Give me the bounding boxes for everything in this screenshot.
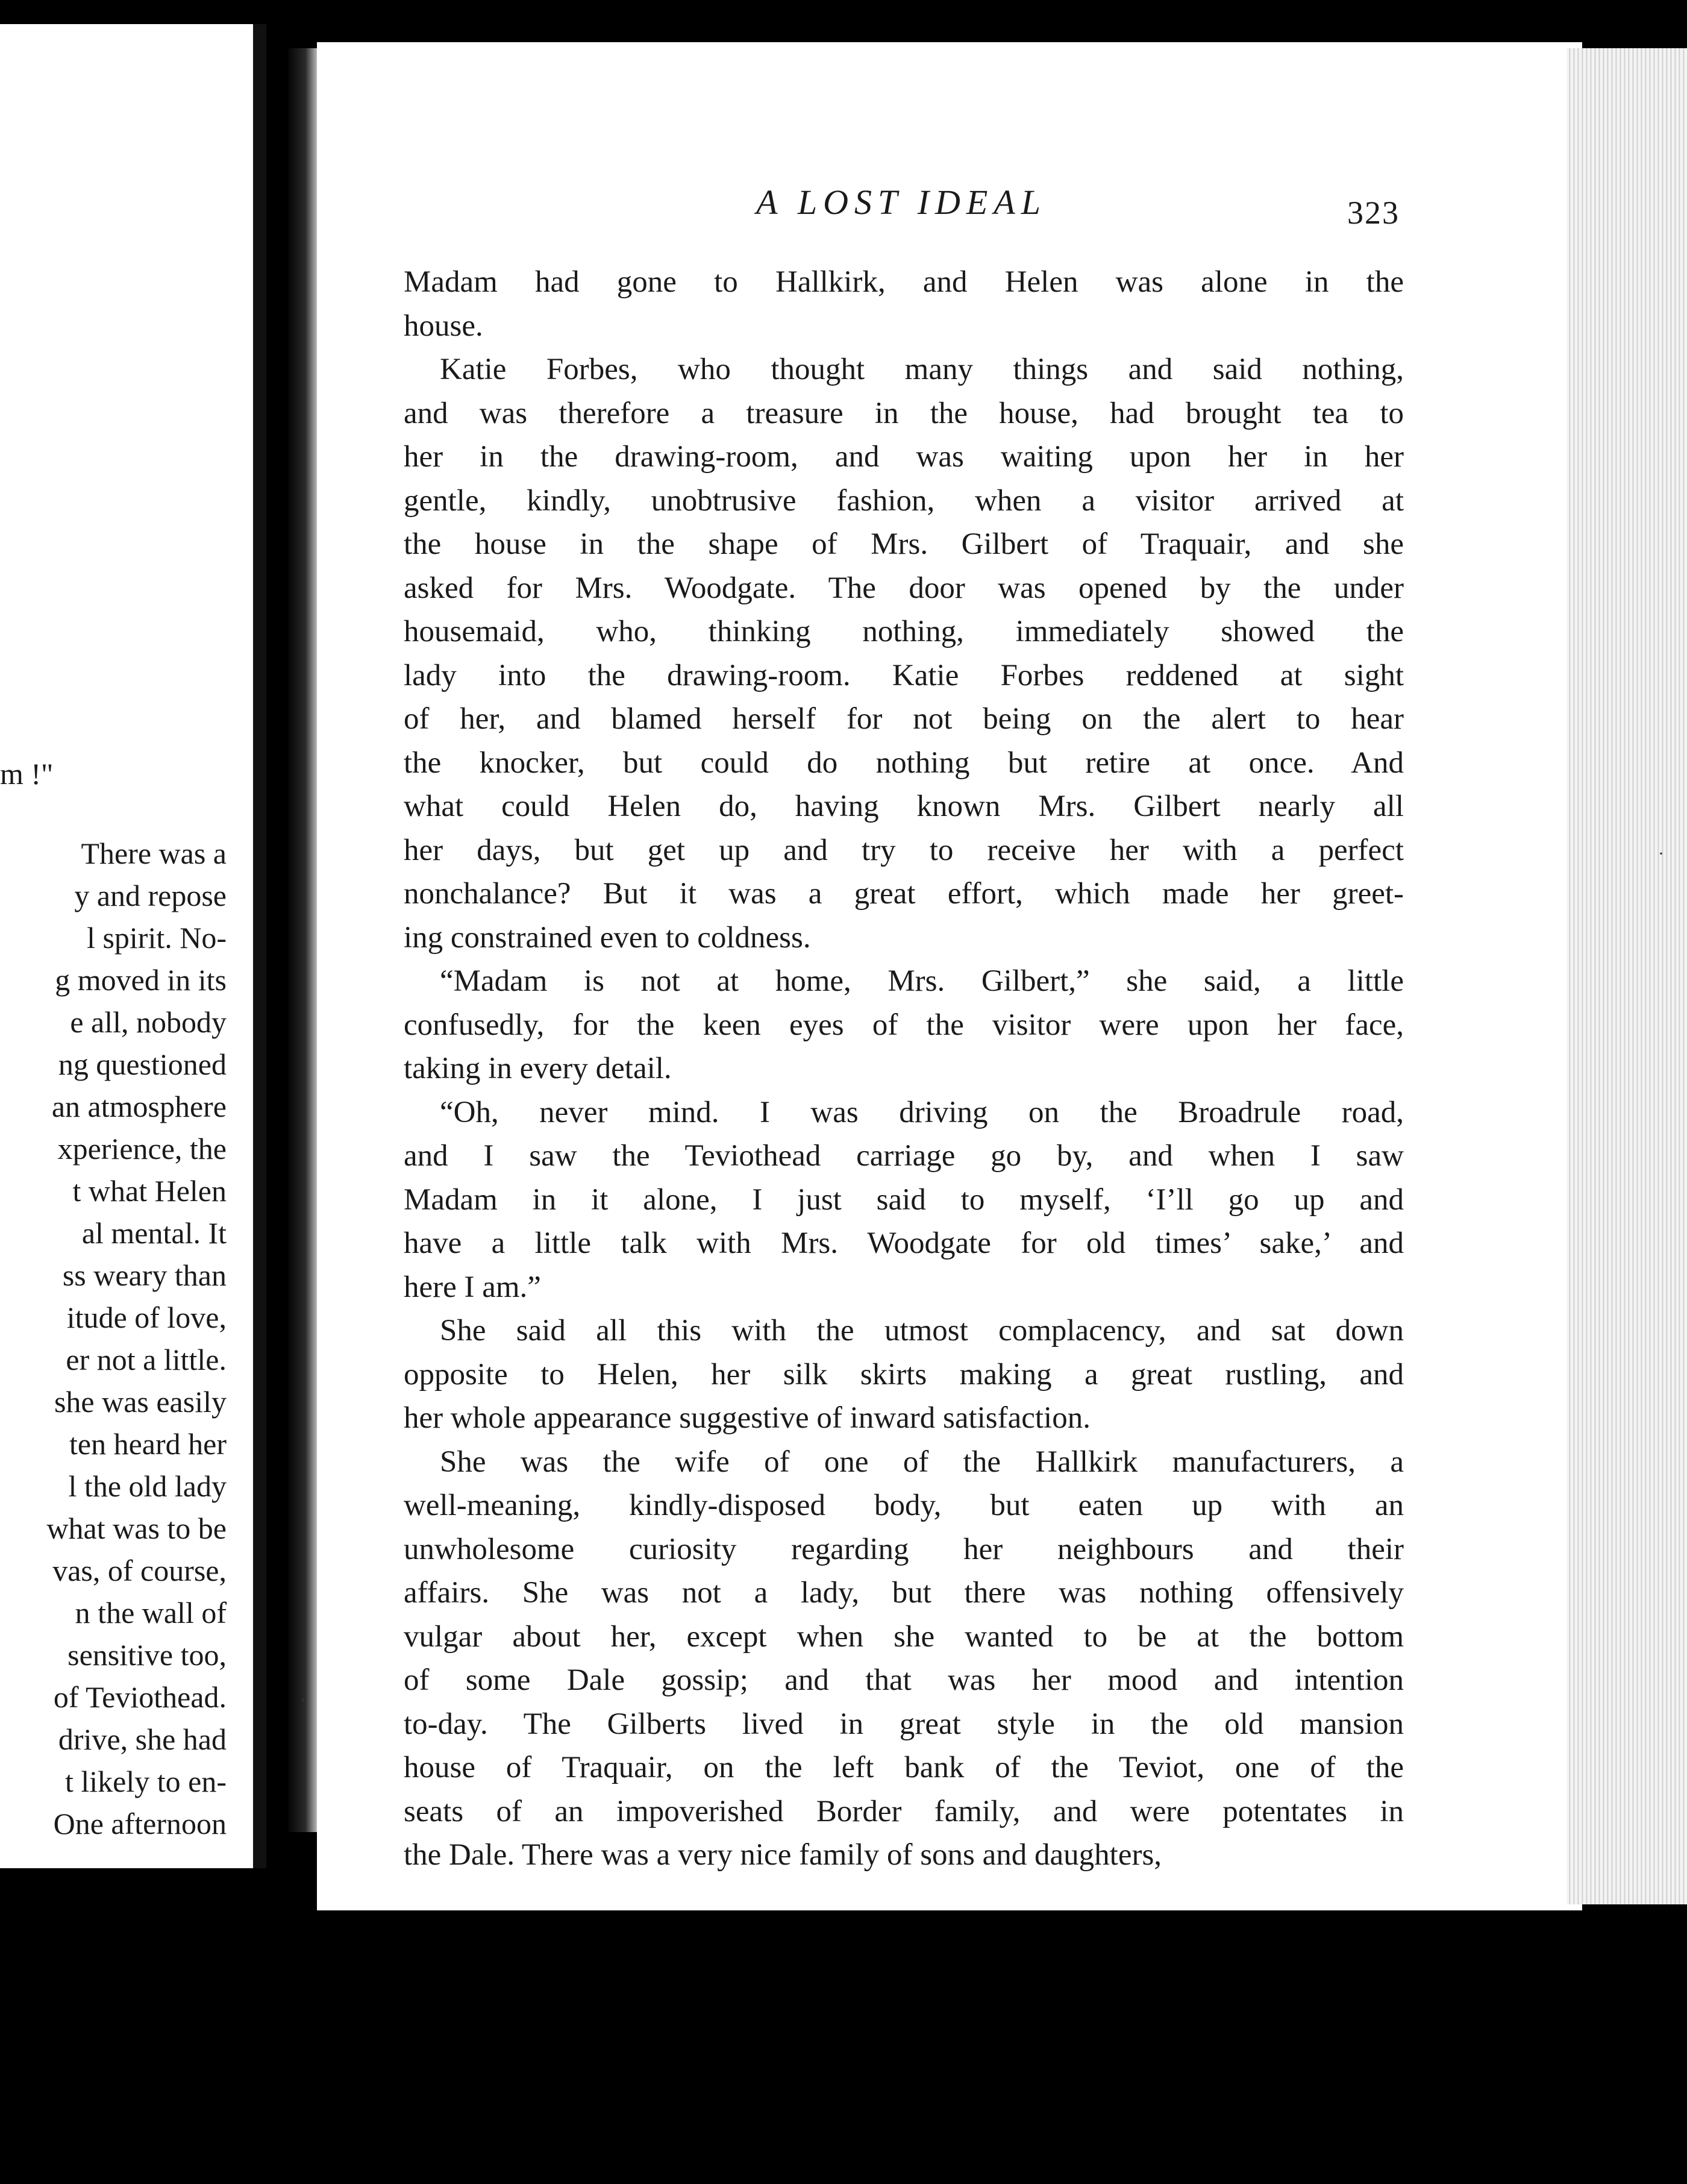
text-line: to-day. The Gilberts lived in great style in the old mansion: [404, 1707, 1404, 1741]
paragraph: [404, 1309, 1404, 1440]
text-line: the knocker, but could do nothing but retire at once. And: [404, 745, 1404, 780]
left-page-line: she was easily: [54, 1385, 227, 1419]
text-line: She said all this with the utmost complacency, and sat down: [440, 1314, 1404, 1348]
left-page-line: sensitive too,: [67, 1638, 227, 1672]
text-line: nonchalance? But it was a great effort, which made her greet-: [404, 877, 1404, 911]
left-page-line: ss weary than: [62, 1258, 227, 1292]
text-line: of her, and blamed herself for not being on the alert to hear: [404, 702, 1404, 736]
paragraph: [404, 348, 1404, 959]
paragraph: [404, 1440, 1404, 1877]
text-line: She was the wife of one of the Hallkirk manufacturers, a: [440, 1445, 1404, 1479]
left-page-line: al mental. It: [81, 1216, 227, 1250]
text-line: Madam had gone to Hallkirk, and Helen was alone in the: [404, 265, 1404, 299]
left-page-line: er not a little.: [66, 1343, 227, 1376]
text-line: her days, but get up and try to receive her with a perfect: [404, 833, 1404, 867]
text-line: here I am.”: [404, 1270, 541, 1304]
text-line: Katie Forbes, who thought many things and said nothing,: [440, 353, 1404, 386]
text-line: gentle, kindly, unobtrusive fashion, when a visitor arrived at: [404, 483, 1404, 518]
left-page-line: One afternoon: [53, 1807, 227, 1840]
left-page-line: e all, nobody: [70, 1005, 227, 1039]
text-line: “Oh, never mind. I was driving on the Broadrule road,: [440, 1095, 1404, 1129]
left-page-line: m !": [0, 757, 54, 791]
text-line: her in the drawing-room, and was waiting upon her in her: [404, 440, 1404, 474]
text-line: house of Traquair, on the left bank of the Teviot, one of the: [404, 1751, 1404, 1784]
left-page-line: itude of love,: [66, 1301, 227, 1334]
scan-speck: ·: [1658, 844, 1664, 864]
book-gutter: [288, 48, 317, 1832]
running-head: A LOST IDEAL: [756, 183, 1047, 222]
text-line: have a little talk with Mrs. Woodgate for old times’ sake,’ and: [404, 1226, 1404, 1260]
left-page-line: l spirit. No-: [87, 921, 227, 955]
text-line: of some Dale gossip; and that was her mood and intention: [404, 1663, 1404, 1697]
text-line: Madam in it alone, I just said to myself, ‘I’ll go up and: [404, 1182, 1404, 1217]
body-text: [404, 260, 1404, 1877]
text-line: opposite to Helen, her silk skirts making a great rustling, and: [404, 1357, 1404, 1392]
left-page-line: ten heard her: [69, 1427, 227, 1461]
left-page-line: There was a: [81, 836, 227, 870]
paragraph: [404, 1091, 1404, 1310]
previous-page-fragment: [0, 24, 266, 1868]
left-page-line: of Teviothead.: [53, 1680, 227, 1714]
left-page-line: xperience, the: [57, 1132, 227, 1166]
text-line: what could Helen do, having known Mrs. Gilbert nearly all: [404, 789, 1404, 823]
left-page-line: ng questioned: [58, 1047, 227, 1081]
paragraph: [404, 260, 1404, 348]
paragraph: [404, 959, 1404, 1091]
left-page-line: an atmosphere: [51, 1090, 227, 1123]
text-line: vulgar about her, except when she wanted to be at the bottom: [404, 1619, 1404, 1654]
text-line: well-meaning, kindly-disposed body, but eaten up with an: [404, 1489, 1404, 1522]
text-line: confusedly, for the keen eyes of the visitor were upon her face,: [404, 1008, 1404, 1042]
left-page-line: n the wall of: [75, 1596, 227, 1630]
left-page-line: t what Helen: [72, 1174, 227, 1208]
text-line: affairs. She was not a lady, but there was nothing offensively: [404, 1576, 1404, 1610]
text-line: taking in every detail.: [404, 1052, 672, 1085]
text-line: unwholesome curiosity regarding her neighbours and their: [404, 1532, 1404, 1566]
text-line: and was therefore a treasure in the house, had brought tea to: [404, 396, 1404, 430]
text-line: ing constrained even to coldness.: [404, 920, 811, 955]
text-line: “Madam is not at home, Mrs. Gilbert,” she said, a little: [440, 964, 1404, 998]
page-edges: [1566, 48, 1687, 1904]
text-line: seats of an impoverished Border family, and were potentates in: [404, 1794, 1404, 1828]
text-line: the Dale. There was a very nice family of sons and daughters,: [404, 1838, 1162, 1872]
left-page-line: y and repose: [74, 879, 227, 912]
text-line: the house in the shape of Mrs. Gilbert of Traquair, and she: [404, 527, 1404, 561]
page-number: 323: [1347, 195, 1400, 231]
text-line: lady into the drawing-room. Katie Forbes reddened at sight: [404, 658, 1404, 692]
left-page-line: vas, of course,: [52, 1554, 227, 1587]
left-page-line: drive, she had: [58, 1722, 227, 1756]
text-line: house.: [404, 309, 483, 343]
text-line: and I saw the Teviothead carriage go by, and when I saw: [404, 1139, 1404, 1173]
text-line: asked for Mrs. Woodgate. The door was opened by the under: [404, 571, 1404, 605]
left-page-line: what was to be: [46, 1511, 227, 1545]
text-line: housemaid, who, thinking nothing, immediately showed the: [404, 615, 1404, 648]
scan-speck: ‘: [300, 1693, 306, 1713]
left-page-line: g moved in its: [55, 963, 227, 997]
left-page-line: t likely to en-: [65, 1765, 227, 1798]
text-line: her whole appearance suggestive of inward satisfaction.: [404, 1401, 1091, 1435]
left-page-line: l the old lady: [68, 1469, 227, 1503]
